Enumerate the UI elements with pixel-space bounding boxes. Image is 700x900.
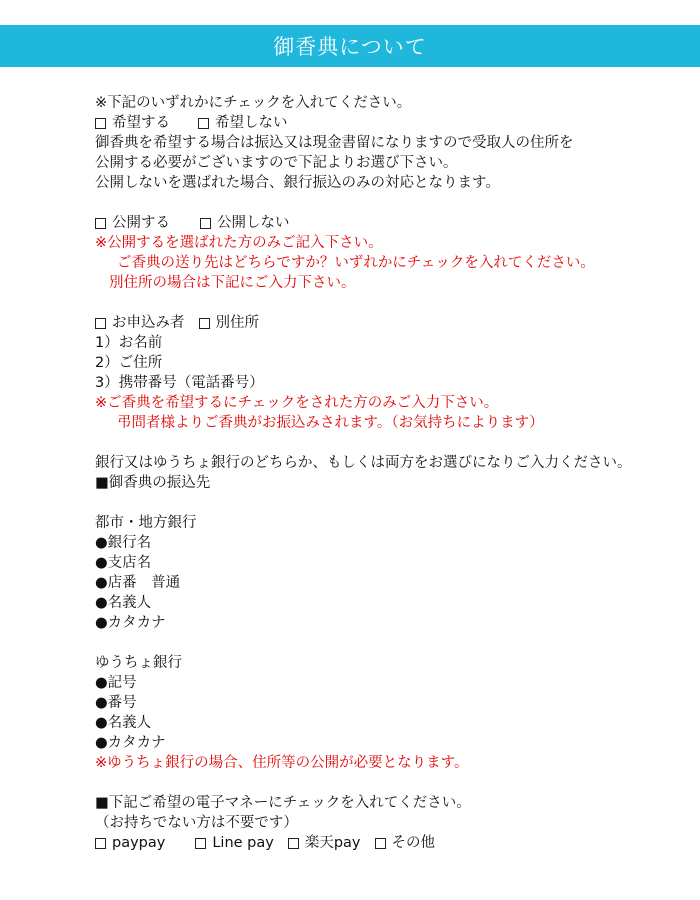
applicant-checkbox-item[interactable] xyxy=(95,313,185,333)
red-note: ご香典の送り先はどちらですか？いずれかにチェックを入れてください。 xyxy=(117,255,595,271)
red-note: ※公開するを選ばれた方のみご記入下さい。 xyxy=(95,235,383,251)
other-address-label: 別住所 xyxy=(215,315,259,331)
yucho-title: ゆうちょ銀行 xyxy=(95,655,182,671)
note-line: 御香典を希望する場合は振込又は現金書留になりますので受取人の住所を xyxy=(95,135,574,151)
other-address-checkbox-item[interactable] xyxy=(199,313,260,333)
no-publish-checkbox-item[interactable] xyxy=(200,213,290,233)
bank-field: ●支店名 xyxy=(95,555,152,571)
other-address-checkbox[interactable] xyxy=(199,318,210,329)
rakutenpay-checkbox[interactable] xyxy=(288,838,299,849)
no-publish-checkbox[interactable] xyxy=(200,218,211,229)
red-note: ※ご香典を希望するにチェックをされた方のみご入力下さい。 xyxy=(95,395,499,411)
page-title: 御香典について xyxy=(273,35,427,59)
bank-field: ●銀行名 xyxy=(95,535,152,551)
rakutenpay-checkbox-item[interactable] xyxy=(288,833,361,853)
yucho-field: ●名義人 xyxy=(95,715,152,731)
emoney-subnote: （お持ちでない方は不要です） xyxy=(95,815,298,831)
paypay-label: paypay xyxy=(112,835,166,851)
emoney-choice-row xyxy=(95,833,690,853)
no-publish-label: 公開しない xyxy=(217,215,290,231)
condolence-choice-row xyxy=(95,113,690,133)
linepay-checkbox-item[interactable] xyxy=(195,833,274,853)
rakutenpay-label: 楽天pay xyxy=(304,835,361,851)
bank-field: ●カタカナ xyxy=(95,615,166,631)
paypay-checkbox[interactable] xyxy=(95,838,106,849)
red-note: 別住所の場合は下記にご入力下さい。 xyxy=(109,275,356,291)
address-choice-row xyxy=(95,313,690,333)
no-wish-checkbox[interactable] xyxy=(198,118,209,129)
wish-checkbox-item[interactable] xyxy=(95,113,170,133)
list-item: 2）ご住所 xyxy=(95,355,163,371)
page-header xyxy=(0,25,700,67)
linepay-checkbox[interactable] xyxy=(195,838,206,849)
publish-checkbox[interactable] xyxy=(95,218,106,229)
other-emoney-checkbox[interactable] xyxy=(375,838,386,849)
other-emoney-label: その他 xyxy=(391,835,436,851)
wish-label: 希望する xyxy=(112,115,170,131)
publish-label: 公開する xyxy=(112,215,170,231)
note-line: 公開しないを選ばれた場合、銀行振込のみの対応となります。 xyxy=(95,175,500,191)
note-line: 公開する必要がございますので下記よりお選び下さい。 xyxy=(95,155,458,171)
applicant-checkbox[interactable] xyxy=(95,318,106,329)
red-note: 弔問者様よりご香典がお振込みされます。（お気持ちによります） xyxy=(117,415,544,431)
yucho-field: ●記号 xyxy=(95,675,137,691)
yucho-field: ●番号 xyxy=(95,695,137,711)
publish-choice-row xyxy=(95,213,690,233)
instruction-text: ※下記のいずれかにチェックを入れてください。 xyxy=(95,95,412,111)
red-note: ※ゆうちょ銀行の場合、住所等の公開が必要となります。 xyxy=(95,755,469,771)
transfer-heading: ■御香典の振込先 xyxy=(95,475,211,491)
form-content xyxy=(95,93,690,853)
bank-intro-text: 銀行又はゆうちょ銀行のどちらか、もしくは両方をお選びになりご入力ください。 xyxy=(95,455,632,471)
bank-title: 都市・地方銀行 xyxy=(95,515,197,531)
linepay-label: Line pay xyxy=(212,835,274,851)
other-emoney-checkbox-item[interactable] xyxy=(375,833,436,853)
wish-checkbox[interactable] xyxy=(95,118,106,129)
bank-field: ●名義人 xyxy=(95,595,152,611)
list-item: 1）お名前 xyxy=(95,335,163,351)
paypay-checkbox-item[interactable] xyxy=(95,833,165,853)
bank-field: ●店番 普通 xyxy=(95,575,181,591)
applicant-label: お申込み者 xyxy=(112,315,185,331)
publish-checkbox-item[interactable] xyxy=(95,213,170,233)
no-wish-checkbox-item[interactable] xyxy=(198,113,288,133)
list-item: 3）携帯番号（電話番号） xyxy=(95,375,264,391)
emoney-heading: ■下記ご希望の電子マネーにチェックを入れてください。 xyxy=(95,795,471,811)
yucho-field: ●カタカナ xyxy=(95,735,166,751)
no-wish-label: 希望しない xyxy=(215,115,288,131)
